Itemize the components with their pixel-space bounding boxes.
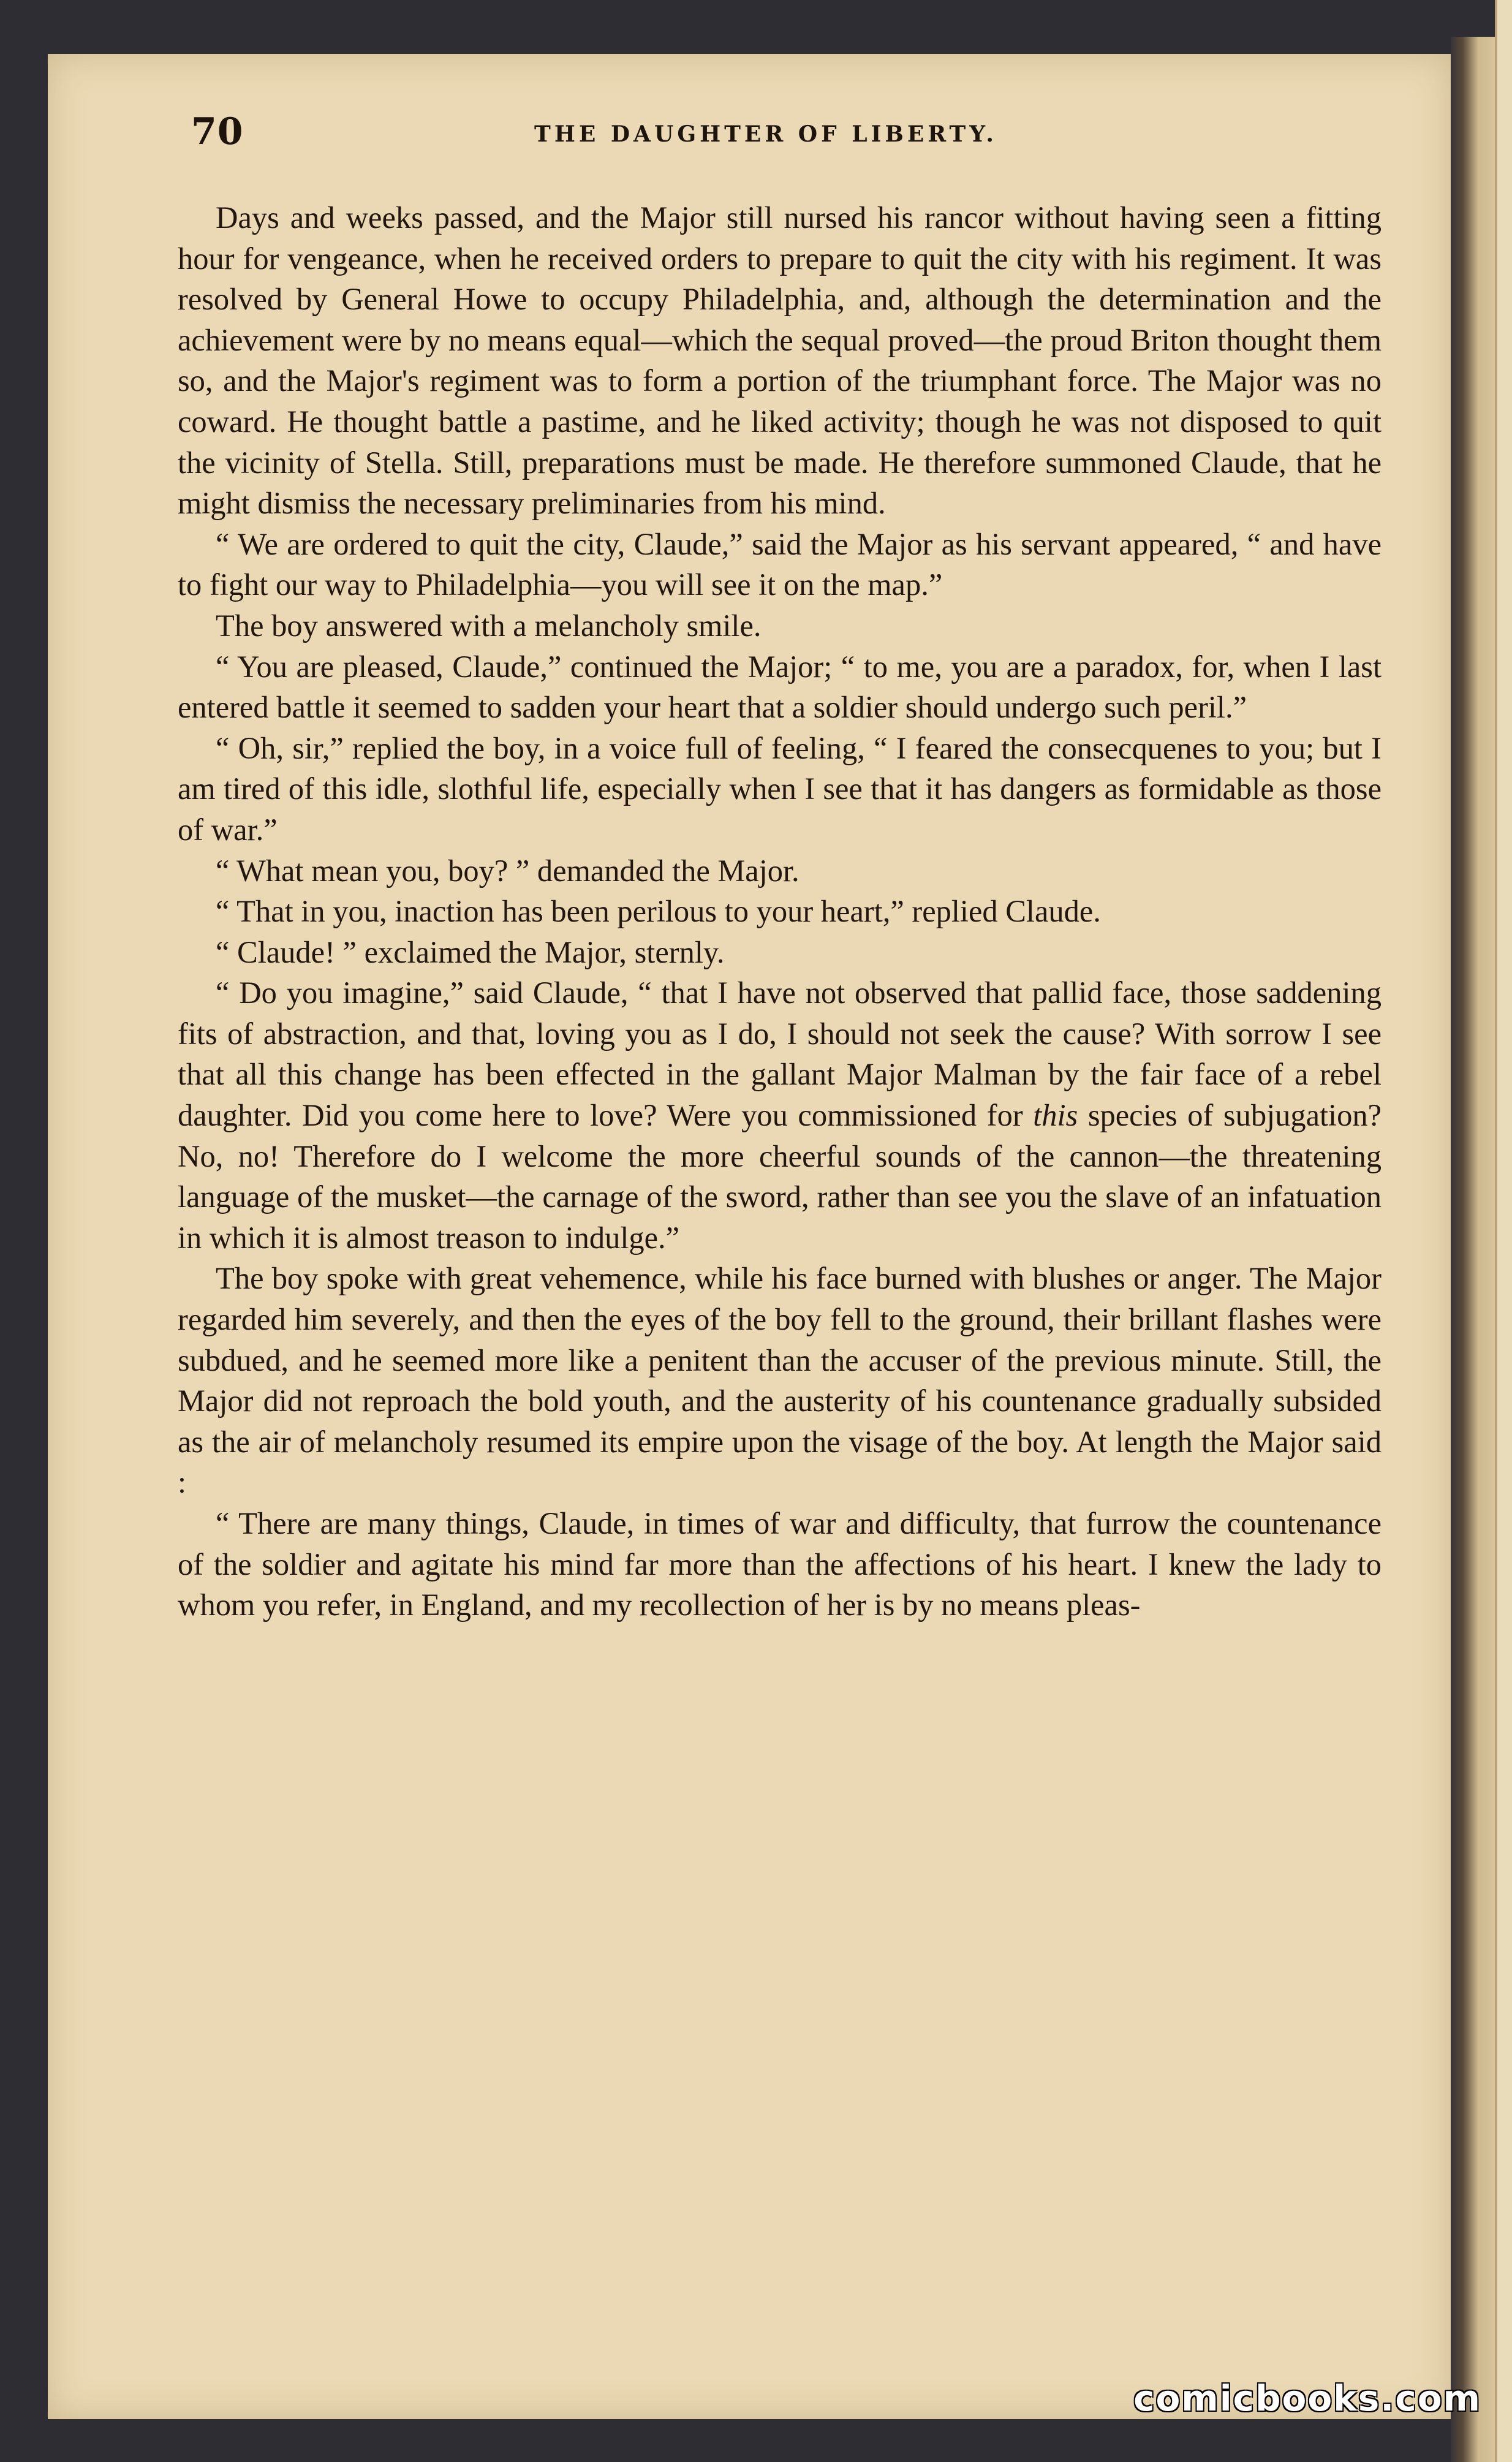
page-number: 70 — [191, 110, 244, 153]
watermark: comicbooks.com — [1133, 2377, 1481, 2419]
body-text — [178, 197, 1382, 1626]
paragraph: “ Do you imagine,” said Claude, “ that I have not observed that pallid face, those saddening fits of abstraction, and that, loving you as I do, I should not seek the cause? With sorrow I see that all this change has been effected in the gallant Major Malman by the fair face of a rebel daughter. Did you come here to love? Were you commissioned for this species of subjugation? No, no! Therefore do I welcome the more cheerful sounds of the cannon—the threatening language of the musket—the carnage of the sword, rather than see you the slave of an infatuation in which it is almost treason to indulge.” — [178, 975, 1382, 1255]
paragraph: “ What mean you, boy? ” demanded the Major. — [216, 853, 799, 888]
paragraph: “ You are pleased, Claude,” continued the Major; “ to me, you are a paradox, for, when I last entered battle it seemed to sadden your heart that a soldier should undergo such peril.” — [178, 649, 1382, 725]
italic-word: this — [1033, 1098, 1078, 1133]
paragraph: “ That in you, inaction has been perilous to your heart,” replied Claude. — [216, 894, 1101, 929]
paragraph: “ There are many things, Claude, in times of war and difficulty, that furrow the countenance of the soldier and agitate his mind far more than the affections of his heart. I knew the lady to whom you refer, in England, and my recollection of her is by no means pleas- — [178, 1506, 1382, 1623]
paragraph: The boy spoke with great vehemence, while his face burned with blushes or anger. The Major regarded him severely, and then the eyes of the boy fell to the ground, their brillant flashes were subdued, and he seemed more like a penitent than the accuser of the previous minute. Still, the Major did not reproach the bold youth, and the austerity of his countenance gradually subsided as the air of melancholy resumed its empire upon the visage of the boy. At length the Major said : — [178, 1261, 1382, 1500]
paragraph: “ Claude! ” exclaimed the Major, sternly. — [216, 934, 725, 969]
paragraph: Days and weeks passed, and the Major still nursed his rancor without having seen a fitting hour for vengeance, when he received orders to prepare to quit the city with his regiment. It was resolved by General Howe to occupy Philadelphia, and, although the determination and the achievement were by no means equal—which the sequal proved—the proud Briton thought them so, and the Major's regiment was to form a portion of the triumphant force. The Major was no coward. He thought battle a pastime, and he liked activity; though he was not disposed to quit the vicinity of Stella. Still, preparations must be made. He therefore summoned Claude, that he might dismiss the necessary preliminaries from his mind. — [178, 200, 1382, 521]
paragraph: “ We are ordered to quit the city, Claude,” said the Major as his servant appeared, “ and have to fight our way to Philadelphia—you will see it on the map.” — [178, 526, 1382, 602]
facing-page-edge — [1495, 0, 1512, 2462]
paragraph: “ Oh, sir,” replied the boy, in a voice full of feeling, “ I feared the consecquenes to you; but I am tired of this idle, slothful life, especially when I see that it has dangers as formidable as those of war.” — [178, 730, 1382, 847]
paragraph: The boy answered with a melancholy smile. — [216, 608, 762, 643]
page-header — [147, 104, 1311, 172]
running-head: THE DAUGHTER OF LIBERTY. — [534, 121, 997, 147]
